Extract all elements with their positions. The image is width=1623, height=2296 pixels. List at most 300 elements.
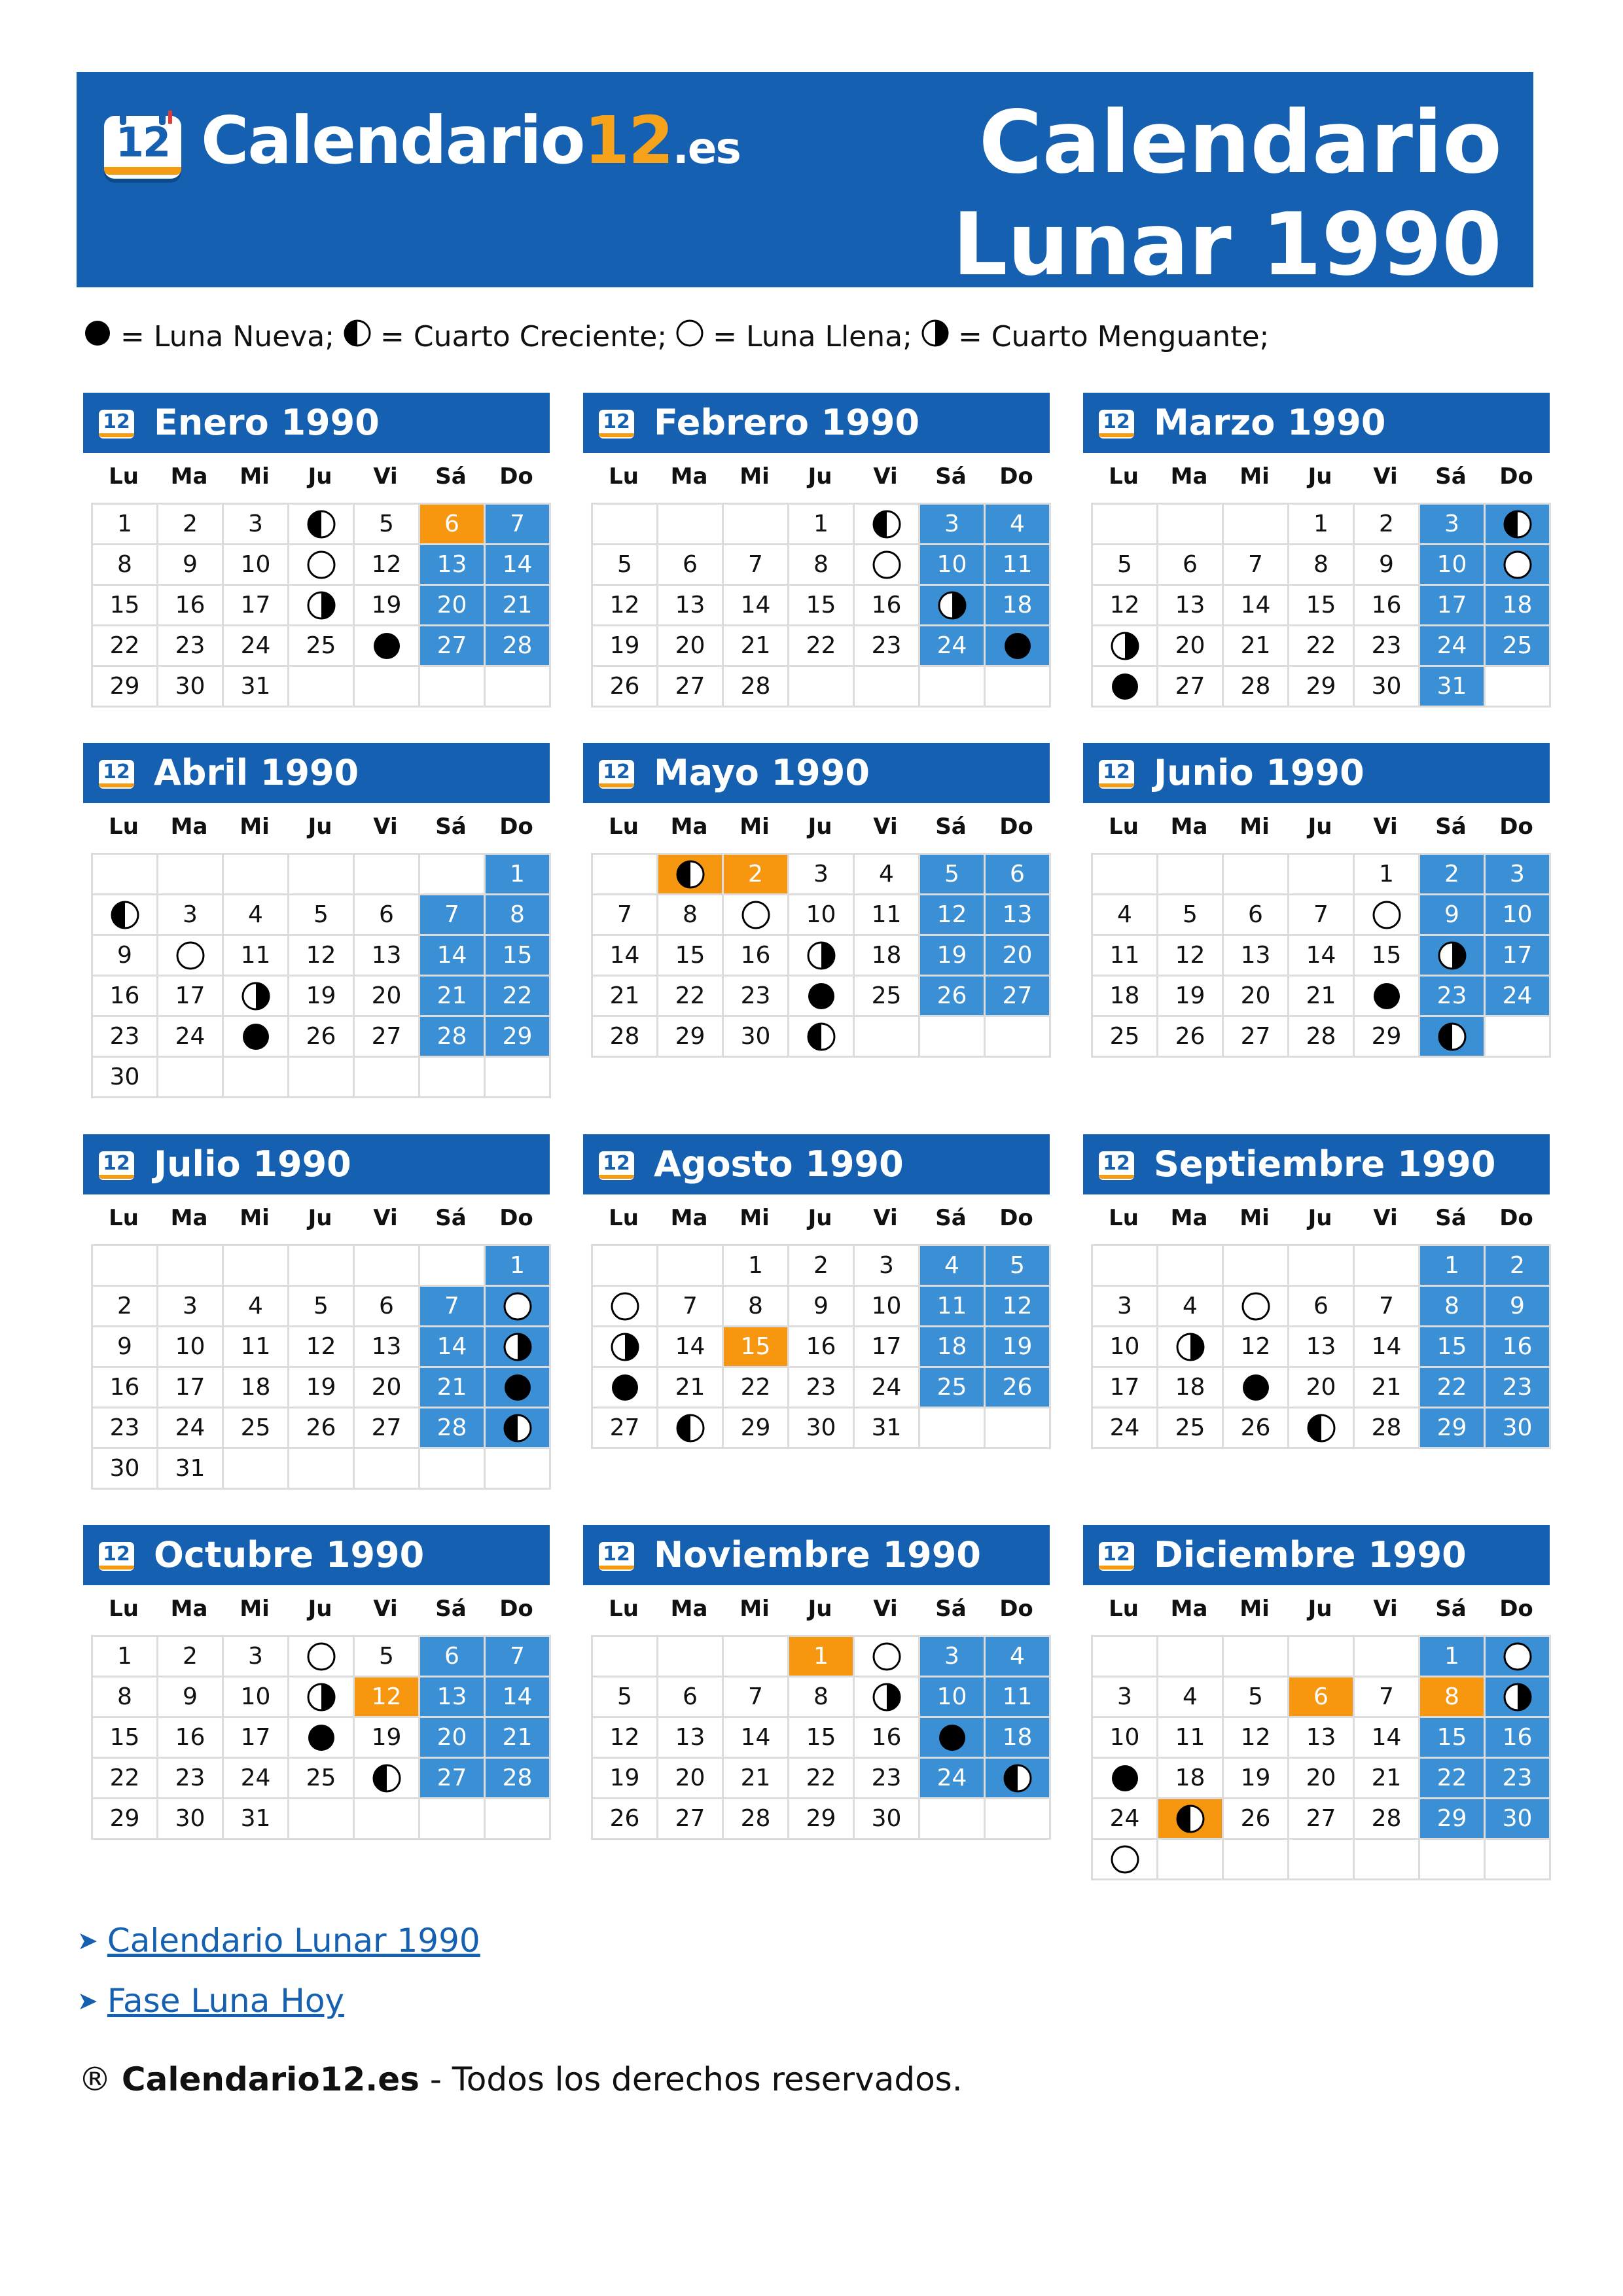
calendar-icon-number: 12 xyxy=(103,410,130,433)
day-cell: 30 xyxy=(789,1408,855,1449)
last-quarter-moon-icon xyxy=(307,1683,336,1712)
day-cell: 28 xyxy=(1355,1408,1420,1449)
empty-cell xyxy=(658,505,724,545)
month-calendar xyxy=(583,1525,1050,1840)
day-cell: 10 xyxy=(224,1677,289,1718)
moon-phase-day xyxy=(289,505,355,545)
day-cell: 23 xyxy=(1420,977,1486,1017)
first-quarter-moon-icon xyxy=(1503,510,1532,539)
empty-cell xyxy=(1289,855,1355,895)
weekday-label: Do xyxy=(1499,1596,1533,1622)
first-quarter-moon-icon xyxy=(1307,1414,1336,1443)
day-cell: 24 xyxy=(1486,977,1551,1017)
day-cell: 28 xyxy=(420,1017,486,1058)
day-cell: 10 xyxy=(158,1327,224,1368)
day-cell: 1 xyxy=(1289,505,1355,545)
day-cell: 20 xyxy=(1289,1759,1355,1799)
day-cell: 19 xyxy=(593,1759,658,1799)
day-cell: 10 xyxy=(855,1287,920,1327)
month-grid xyxy=(1091,853,1551,1058)
moon-phase-day xyxy=(1093,667,1158,708)
week-row xyxy=(593,545,1051,586)
day-cell: 17 xyxy=(224,1718,289,1759)
empty-cell xyxy=(289,1058,355,1098)
week-row xyxy=(1093,1017,1551,1058)
day-cell: 4 xyxy=(986,505,1051,545)
day-cell: 8 xyxy=(658,895,724,936)
day-cell: 6 xyxy=(1224,895,1289,936)
last-quarter-moon-icon xyxy=(611,1333,639,1361)
day-cell: 1 xyxy=(486,1246,551,1287)
week-row xyxy=(93,545,551,586)
weekday-label: Ma xyxy=(170,1205,208,1231)
day-cell: 17 xyxy=(158,977,224,1017)
moon-phase-day xyxy=(1355,977,1420,1017)
weekday-label: Vi xyxy=(373,1596,398,1622)
day-cell: 12 xyxy=(1158,936,1224,977)
weekday-label: Ma xyxy=(170,463,208,490)
day-cell: 15 xyxy=(789,1718,855,1759)
weekday-header xyxy=(91,1194,550,1242)
weekday-header xyxy=(91,453,550,500)
moon-phase-day xyxy=(289,1637,355,1677)
day-cell: 1 xyxy=(486,855,551,895)
new-moon-icon xyxy=(611,1373,639,1402)
calendar-icon-number: 12 xyxy=(603,761,630,783)
first-quarter-moon-icon xyxy=(372,1764,401,1793)
week-row xyxy=(1093,1637,1551,1677)
empty-cell xyxy=(1355,1840,1420,1880)
new-moon-icon xyxy=(1372,982,1401,1011)
day-cell: 19 xyxy=(355,1718,420,1759)
day-cell: 14 xyxy=(1355,1718,1420,1759)
empty-cell xyxy=(224,1449,289,1490)
day-cell: 1 xyxy=(93,1637,158,1677)
day-cell: 1 xyxy=(1420,1637,1486,1677)
month-header xyxy=(583,743,1050,803)
day-cell: 5 xyxy=(355,1637,420,1677)
day-cell: 5 xyxy=(593,545,658,586)
day-cell: 21 xyxy=(724,626,789,667)
week-row xyxy=(93,895,551,936)
month-header xyxy=(83,743,550,803)
month-calendar xyxy=(1083,1134,1550,1449)
day-cell: 29 xyxy=(1420,1799,1486,1840)
calendar-icon xyxy=(1099,757,1134,789)
link-fase-luna-hoy-text[interactable]: Fase Luna Hoy xyxy=(107,1982,345,2020)
day-cell: 19 xyxy=(920,936,986,977)
empty-cell xyxy=(289,1449,355,1490)
day-cell: 18 xyxy=(855,936,920,977)
moon-phase-day xyxy=(93,895,158,936)
link-calendario-lunar-text[interactable]: Calendario Lunar 1990 xyxy=(107,1922,480,1960)
empty-cell xyxy=(486,1058,551,1098)
day-cell: 2 xyxy=(93,1287,158,1327)
day-cell: 19 xyxy=(593,626,658,667)
month-grid xyxy=(591,853,1051,1058)
day-cell: 24 xyxy=(158,1017,224,1058)
month-header xyxy=(583,1134,1050,1194)
day-cell: 27 xyxy=(420,1759,486,1799)
logo-number: 12 xyxy=(584,102,673,179)
moon-phase-day xyxy=(1158,1327,1224,1368)
arrow-right-icon: ➤ xyxy=(77,1926,98,1955)
day-cell: 23 xyxy=(1486,1759,1551,1799)
week-row xyxy=(593,1017,1051,1058)
new-moon-icon xyxy=(307,1723,336,1752)
day-cell: 23 xyxy=(855,1759,920,1799)
site-logo[interactable] xyxy=(104,102,740,181)
weekday-label: Ju xyxy=(1308,814,1332,840)
weekday-label: Ju xyxy=(308,1596,332,1622)
day-cell: 31 xyxy=(158,1449,224,1490)
day-cell: 20 xyxy=(355,1368,420,1408)
day-cell: 3 xyxy=(1093,1287,1158,1327)
day-cell: 2 xyxy=(1355,505,1420,545)
day-cell: 13 xyxy=(420,1677,486,1718)
calendar-icon xyxy=(599,407,634,439)
moon-phase-day xyxy=(789,977,855,1017)
moon-phase-day xyxy=(593,1327,658,1368)
empty-cell xyxy=(158,1246,224,1287)
day-cell: 21 xyxy=(486,1718,551,1759)
weekday-label: Do xyxy=(1499,1205,1533,1231)
weekday-label: Sá xyxy=(435,1205,467,1231)
weekday-label: Mi xyxy=(1240,1596,1270,1622)
day-cell: 9 xyxy=(1355,545,1420,586)
link-calendario-lunar[interactable] xyxy=(77,1922,480,1960)
weekday-label: Lu xyxy=(609,1205,639,1231)
weekday-label: Ju xyxy=(808,463,832,490)
day-cell: 6 xyxy=(1289,1677,1355,1718)
week-row xyxy=(593,1287,1051,1327)
day-cell: 14 xyxy=(1355,1327,1420,1368)
empty-cell xyxy=(486,1799,551,1840)
empty-cell xyxy=(289,855,355,895)
day-cell: 23 xyxy=(158,1759,224,1799)
day-cell: 6 xyxy=(420,1637,486,1677)
last-quarter-moon-icon xyxy=(307,591,336,620)
week-row xyxy=(93,977,551,1017)
new-moon-icon xyxy=(1111,1764,1139,1793)
moon-phase-day xyxy=(855,1677,920,1718)
empty-cell xyxy=(920,1017,986,1058)
day-cell: 14 xyxy=(724,586,789,626)
day-cell: 28 xyxy=(724,667,789,708)
day-cell: 23 xyxy=(158,626,224,667)
month-header xyxy=(1083,1134,1550,1194)
day-cell: 22 xyxy=(789,1759,855,1799)
month-title: Junio 1990 xyxy=(1154,752,1364,793)
week-row xyxy=(93,1637,551,1677)
day-cell: 1 xyxy=(789,1637,855,1677)
week-row xyxy=(93,586,551,626)
day-cell: 1 xyxy=(789,505,855,545)
week-row xyxy=(1093,855,1551,895)
moon-phase-day xyxy=(1093,626,1158,667)
weekday-label: Lu xyxy=(1109,814,1139,840)
week-row xyxy=(93,1246,551,1287)
first-quarter-moon-icon xyxy=(872,510,901,539)
week-row xyxy=(1093,1246,1551,1287)
day-cell: 21 xyxy=(420,1368,486,1408)
day-cell: 16 xyxy=(1355,586,1420,626)
moon-phase-day xyxy=(1420,1017,1486,1058)
day-cell: 4 xyxy=(986,1637,1051,1677)
weekday-label: Mi xyxy=(240,814,270,840)
weekday-label: Vi xyxy=(373,463,398,490)
week-row xyxy=(1093,1799,1551,1840)
empty-cell xyxy=(420,1246,486,1287)
empty-cell xyxy=(420,1799,486,1840)
day-cell: 11 xyxy=(1093,936,1158,977)
day-cell: 19 xyxy=(289,1368,355,1408)
moon-phase-day xyxy=(986,1759,1051,1799)
weekday-label: Lu xyxy=(1109,463,1139,490)
day-cell: 13 xyxy=(658,1718,724,1759)
empty-cell xyxy=(593,855,658,895)
month-header xyxy=(583,1525,1050,1585)
day-cell: 1 xyxy=(93,505,158,545)
day-cell: 29 xyxy=(658,1017,724,1058)
week-row xyxy=(593,1246,1051,1287)
week-row xyxy=(93,1058,551,1098)
weekday-label: Mi xyxy=(740,1205,770,1231)
month-title: Noviembre 1990 xyxy=(654,1534,981,1575)
calendar-icon-number: 12 xyxy=(603,1543,630,1566)
day-cell: 11 xyxy=(920,1287,986,1327)
weekday-header xyxy=(91,803,550,850)
month-grid xyxy=(591,1635,1051,1840)
day-cell: 9 xyxy=(158,545,224,586)
weekday-label: Vi xyxy=(873,463,898,490)
weekday-label: Ju xyxy=(1308,1205,1332,1231)
full-moon-icon xyxy=(872,1642,901,1671)
calendar-icon-number: 12 xyxy=(1103,1543,1130,1566)
day-cell: 12 xyxy=(593,586,658,626)
day-cell: 12 xyxy=(920,895,986,936)
day-cell: 28 xyxy=(486,626,551,667)
month-header xyxy=(1083,743,1550,803)
day-cell: 5 xyxy=(355,505,420,545)
day-cell: 13 xyxy=(1158,586,1224,626)
day-cell: 31 xyxy=(224,667,289,708)
day-cell: 15 xyxy=(1289,586,1355,626)
day-cell: 25 xyxy=(289,626,355,667)
empty-cell xyxy=(789,667,855,708)
month-grid xyxy=(1091,1244,1551,1449)
empty-cell xyxy=(1093,855,1158,895)
day-cell: 14 xyxy=(486,1677,551,1718)
day-cell: 31 xyxy=(855,1408,920,1449)
moon-phase-day xyxy=(1486,505,1551,545)
new-moon-icon xyxy=(807,982,836,1011)
day-cell: 13 xyxy=(1224,936,1289,977)
week-row xyxy=(93,1327,551,1368)
weekday-label: Do xyxy=(499,814,533,840)
day-cell: 26 xyxy=(289,1408,355,1449)
day-cell: 30 xyxy=(93,1058,158,1098)
week-row xyxy=(93,505,551,545)
day-cell: 26 xyxy=(920,977,986,1017)
empty-cell xyxy=(593,505,658,545)
day-cell: 23 xyxy=(93,1408,158,1449)
month-calendar xyxy=(1083,743,1550,1058)
day-cell: 24 xyxy=(1093,1799,1158,1840)
calendar-icon xyxy=(599,1149,634,1180)
week-row xyxy=(1093,977,1551,1017)
weekday-label: Ma xyxy=(670,1596,708,1622)
new-moon-icon xyxy=(1003,632,1032,660)
day-cell: 18 xyxy=(920,1327,986,1368)
day-cell: 1 xyxy=(1355,855,1420,895)
moon-phase-day xyxy=(1420,936,1486,977)
empty-cell xyxy=(355,1449,420,1490)
day-cell: 23 xyxy=(789,1368,855,1408)
full-moon-icon xyxy=(676,319,713,354)
month-title: Marzo 1990 xyxy=(1154,402,1386,443)
month-calendar xyxy=(83,743,550,1098)
day-cell: 24 xyxy=(855,1368,920,1408)
first-quarter-moon-icon xyxy=(1176,1804,1205,1833)
day-cell: 24 xyxy=(920,626,986,667)
day-cell: 3 xyxy=(920,1637,986,1677)
empty-cell xyxy=(1158,1246,1224,1287)
weekday-label: Do xyxy=(1499,463,1533,490)
last-quarter-moon-icon xyxy=(1438,941,1467,970)
day-cell: 3 xyxy=(920,505,986,545)
day-cell: 6 xyxy=(1158,545,1224,586)
empty-cell xyxy=(986,1408,1051,1449)
day-cell: 31 xyxy=(224,1799,289,1840)
day-cell: 3 xyxy=(224,1637,289,1677)
weekday-label: Lu xyxy=(109,463,139,490)
day-cell: 17 xyxy=(1093,1368,1158,1408)
day-cell: 8 xyxy=(486,895,551,936)
copyright-notice xyxy=(79,2060,963,2098)
day-cell: 2 xyxy=(1486,1246,1551,1287)
day-cell: 18 xyxy=(986,586,1051,626)
weekday-label: Sá xyxy=(435,463,467,490)
month-header xyxy=(1083,1525,1550,1585)
day-cell: 25 xyxy=(920,1368,986,1408)
day-cell: 6 xyxy=(658,1677,724,1718)
empty-cell xyxy=(1355,1246,1420,1287)
month-calendar xyxy=(1083,1525,1550,1880)
weekday-label: Vi xyxy=(1373,1596,1398,1622)
weekday-label: Lu xyxy=(109,814,139,840)
first-quarter-moon-icon xyxy=(676,1414,705,1443)
week-row xyxy=(593,505,1051,545)
full-moon-icon xyxy=(611,1292,639,1321)
legend-text: = Luna Llena; xyxy=(713,320,912,353)
day-cell: 11 xyxy=(986,545,1051,586)
copyright-brand: Calendario12.es xyxy=(121,2060,419,2098)
calendar-icon-number: 12 xyxy=(103,1543,130,1566)
month-grid xyxy=(91,853,551,1098)
day-cell: 4 xyxy=(920,1246,986,1287)
day-cell: 5 xyxy=(593,1677,658,1718)
day-cell: 28 xyxy=(1289,1017,1355,1058)
calendar-icon-number: 12 xyxy=(103,761,130,783)
day-cell: 20 xyxy=(355,977,420,1017)
empty-cell xyxy=(593,1637,658,1677)
empty-cell xyxy=(355,1058,420,1098)
weekday-label: Do xyxy=(999,814,1033,840)
full-moon-icon xyxy=(307,1642,336,1671)
week-row xyxy=(93,936,551,977)
weekday-label: Lu xyxy=(109,1596,139,1622)
weekday-header xyxy=(1091,1194,1550,1242)
full-moon-icon xyxy=(307,550,336,579)
day-cell: 14 xyxy=(486,545,551,586)
week-row xyxy=(93,1287,551,1327)
moon-phase-day xyxy=(289,586,355,626)
empty-cell xyxy=(1355,1637,1420,1677)
month-title: Julio 1990 xyxy=(154,1143,351,1185)
day-cell: 21 xyxy=(486,586,551,626)
week-row xyxy=(593,1368,1051,1408)
moon-phase-day xyxy=(920,586,986,626)
month-calendar xyxy=(583,743,1050,1058)
day-cell: 14 xyxy=(420,936,486,977)
day-cell: 2 xyxy=(158,1637,224,1677)
day-cell: 27 xyxy=(355,1017,420,1058)
page-title-line2: Lunar 1990 xyxy=(952,194,1502,295)
first-quarter-moon-icon xyxy=(676,860,705,889)
day-cell: 20 xyxy=(1224,977,1289,1017)
day-cell: 18 xyxy=(224,1368,289,1408)
day-cell: 20 xyxy=(1158,626,1224,667)
day-cell: 21 xyxy=(1289,977,1355,1017)
calendar-icon xyxy=(99,757,134,789)
day-cell: 25 xyxy=(1093,1017,1158,1058)
day-cell: 20 xyxy=(420,1718,486,1759)
last-quarter-moon-icon xyxy=(938,591,967,620)
day-cell: 6 xyxy=(1289,1287,1355,1327)
day-cell: 10 xyxy=(920,545,986,586)
day-cell: 22 xyxy=(93,626,158,667)
day-cell: 27 xyxy=(1158,667,1224,708)
empty-cell xyxy=(1093,1246,1158,1287)
weekday-label: Vi xyxy=(873,814,898,840)
month-header xyxy=(1083,393,1550,453)
link-fase-luna-hoy[interactable] xyxy=(77,1982,344,2020)
empty-cell xyxy=(724,505,789,545)
empty-cell xyxy=(855,1017,920,1058)
weekday-label: Ju xyxy=(1308,1596,1332,1622)
day-cell: 13 xyxy=(658,586,724,626)
weekday-label: Do xyxy=(999,463,1033,490)
empty-cell xyxy=(1158,1840,1224,1880)
day-cell: 8 xyxy=(789,545,855,586)
first-quarter-moon-icon xyxy=(1003,1764,1032,1793)
empty-cell xyxy=(1486,1017,1551,1058)
day-cell: 8 xyxy=(789,1677,855,1718)
day-cell: 12 xyxy=(289,936,355,977)
month-calendar xyxy=(83,393,550,708)
day-cell: 5 xyxy=(289,895,355,936)
week-row xyxy=(593,626,1051,667)
day-cell: 24 xyxy=(1093,1408,1158,1449)
day-cell: 29 xyxy=(93,1799,158,1840)
week-row xyxy=(1093,1368,1551,1408)
day-cell: 10 xyxy=(1093,1718,1158,1759)
empty-cell xyxy=(593,1246,658,1287)
day-cell: 15 xyxy=(789,586,855,626)
day-cell: 7 xyxy=(724,1677,789,1718)
full-moon-icon xyxy=(872,550,901,579)
